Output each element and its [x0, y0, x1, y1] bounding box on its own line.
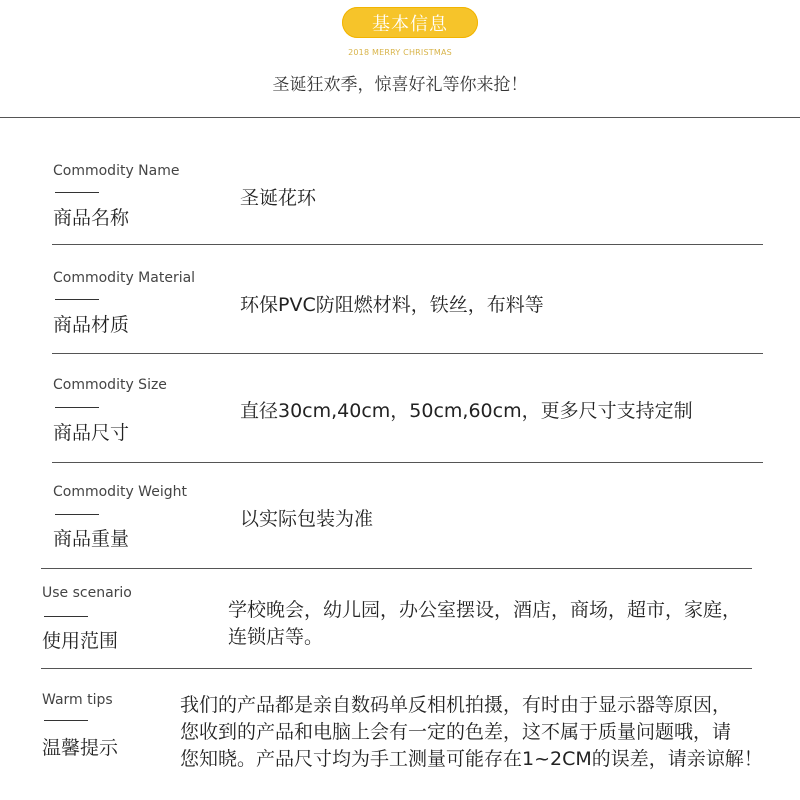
row-usage-value-line-1: 学校晚会，幼儿园，办公室摆设，酒店，商场，超市，家庭，: [228, 599, 742, 621]
row-divider: [52, 244, 763, 245]
row-tips-value-line-2: 您收到的产品和电脑上会有一定的色差，这不属于质量问题哦，请: [180, 721, 732, 743]
header-divider: [0, 117, 800, 118]
row-divider: [52, 353, 763, 354]
header-slogan: 圣诞狂欢季，惊喜好礼等你来抢！: [272, 75, 528, 95]
header-subtitle: 2018 MERRY CHRISTMAS: [348, 48, 452, 57]
top-strip: [0, 0, 800, 4]
row-weight-label-cn: 商品重量: [53, 528, 130, 550]
row-size-dash: [55, 407, 99, 408]
row-weight-dash: [55, 514, 99, 515]
row-material-label-cn: 商品材质: [53, 314, 130, 336]
row-name-label-en: Commodity Name: [53, 163, 180, 179]
row-usage-label-en: Use scenario: [42, 585, 132, 601]
row-material-dash: [55, 299, 99, 300]
row-tips-label-cn: 温馨提示: [42, 737, 119, 759]
row-size-value: 直径30cm,40cm，50cm,60cm，更多尺寸支持定制: [240, 400, 693, 422]
row-material-value: 环保PVC防阻燃材料，铁丝，布料等: [240, 294, 544, 316]
row-size-label-en: Commodity Size: [53, 377, 167, 393]
row-tips-value-line-1: 我们的产品都是亲自数码单反相机拍摄，有时由于显示器等原因，: [180, 694, 732, 716]
row-usage-dash: [44, 616, 88, 617]
row-tips-value-line-3: 您知晓。产品尺寸均为手工测量可能存在1~2CM的误差，请亲谅解！: [180, 748, 763, 770]
row-tips-label-en: Warm tips: [42, 692, 113, 708]
row-divider: [41, 668, 752, 669]
row-weight-label-en: Commodity Weight: [53, 484, 187, 500]
row-usage-value-line-2: 连锁店等。: [228, 626, 324, 648]
row-usage-label-cn: 使用范围: [42, 630, 119, 652]
row-material-label-en: Commodity Material: [53, 270, 196, 286]
row-name-dash: [55, 192, 99, 193]
row-name-label-cn: 商品名称: [53, 207, 130, 229]
row-name-value: 圣诞花环: [240, 187, 317, 209]
row-weight-value: 以实际包装为准: [240, 508, 374, 530]
row-size-label-cn: 商品尺寸: [53, 422, 130, 444]
row-divider: [52, 462, 763, 463]
section-title-badge: 基本信息: [342, 7, 478, 38]
row-tips-dash: [44, 720, 88, 721]
row-divider: [41, 568, 752, 569]
